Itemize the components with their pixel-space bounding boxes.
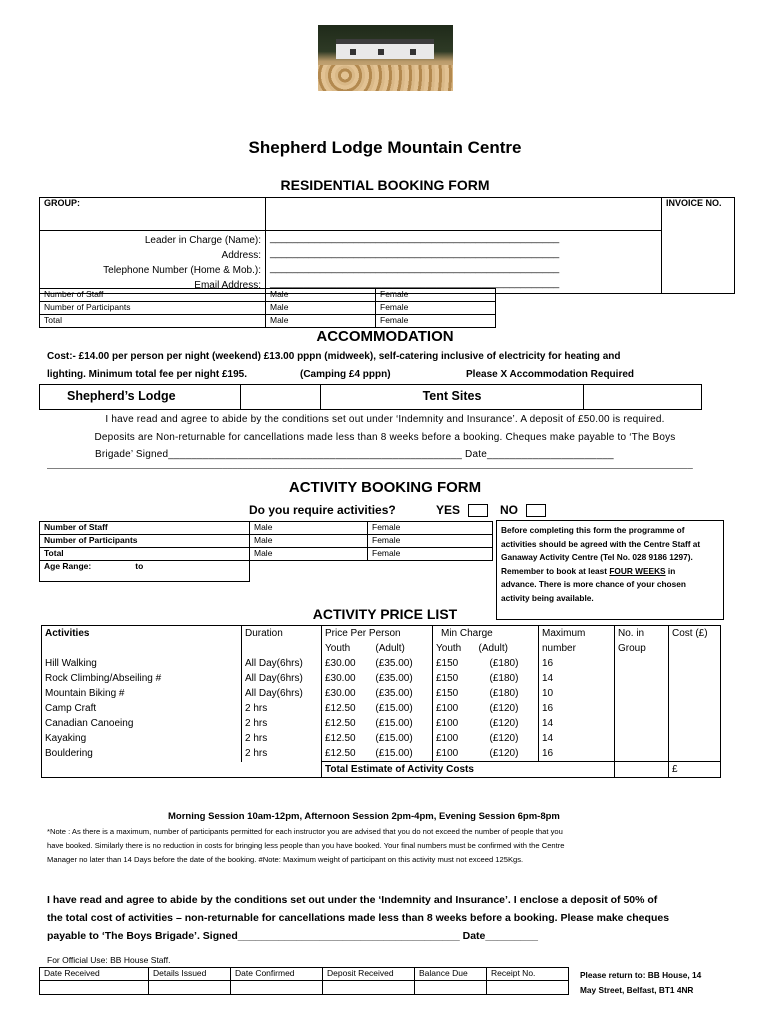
yes-label: YES <box>436 503 461 517</box>
no-label: NO <box>500 503 518 517</box>
option-tent-sites[interactable]: Tent Sites <box>321 385 584 410</box>
col-min: Min Charge <box>433 626 539 642</box>
price-table: Activities Duration Price Per Person Min Charge Maximum No. in Cost (£) Youth (Adult) Youth (Adult) number Group Hill Walking All Day(6hrs) £30.00 (£35.00) £150 (£180) 16 Rock Climbing/Abseiling # All Day(6hrs) £30.00 (£35.00) £150 (£180) 14 Mountain Biking # All Day(6hrs) £30.00 (£35.00) £150 (£180) 10 Camp Craft 2 hrs £12.50 (£15.00) £100 (£120) 16 Canadian Canoeing 2 hrs £12.50 (£15.00) £100 (£120) 14 Kayaking 2 hrs £12.50 (£15.00) £100 (£120) 14 Bouldering 2 hrs £12.50 (£15.00) £100 (£120) 16 Total Estimate of Activity Costs £ <box>41 625 721 778</box>
option-shepherds-lodge[interactable]: Shepherd’s Lodge <box>40 385 241 410</box>
address-field[interactable]: ____________________________________________________ <box>270 248 560 259</box>
total-estimate-label: Total Estimate of Activity Costs <box>322 762 615 778</box>
invoice-label: INVOICE NO. <box>662 198 735 294</box>
option-lodge-box[interactable] <box>241 385 321 410</box>
activity-counts: Number of Staff Male Female Number of Participants Male Female Total Male Female Age Range: to <box>39 521 493 582</box>
col-cost: Cost (£) <box>669 626 721 642</box>
col-no: No. in <box>615 626 669 642</box>
col-duration: Duration <box>242 626 322 642</box>
official-use-label: For Official Use: BB House Staff. <box>47 955 171 965</box>
row-staff: Number of Staff <box>40 289 266 302</box>
row-total: Total <box>40 315 266 328</box>
note-block: *Note : As there is a maximum, number of participants permitted for each instructor you are advised that you do not exceed the number of people that you have booked. Similarly there is no reduction in costs for bringing less people than you have booked. Your final numbers must be confirmed with the Centre Manager no later than 14 Days before the date of the booking. #Note: Maximum weight of participant on this activity must not exceed 125Kgs. <box>47 827 565 864</box>
residential-heading: RESIDENTIAL BOOKING FORM <box>280 177 490 193</box>
col-price: Price Per Person <box>322 626 433 642</box>
cost-line-1: Cost:- £14.00 per person per night (weekend) £13.00 pppn (midweek), self-catering inclusive of electricity for heating and <box>47 351 621 362</box>
email-label: Email Address: <box>194 280 261 291</box>
phone-field[interactable]: ____________________________________________________ <box>270 263 560 274</box>
agree-line-2: Deposits are Non-returnable for cancellations made less than 8 weeks before a booking. Cheques make payable to ‘The Boys <box>94 432 676 443</box>
yes-checkbox[interactable] <box>468 504 488 517</box>
col-max: Maximum <box>539 626 615 642</box>
activity-note-box: Before completing this form the programme of activities should be agreed with the Centre Staff at Ganaway Activity Centre (Tel No. 028 9186 1297). Remember to book at least FOUR WEEKS in advance. There is more chance of your chosen activity being available. <box>496 520 724 620</box>
table-row: Bouldering 2 hrs £12.50 (£15.00) £100 (£120) 16 <box>42 746 721 762</box>
table-row: Canadian Canoeing 2 hrs £12.50 (£15.00) £100 (£120) 14 <box>42 716 721 731</box>
cost-line-2: lighting. Minimum total fee per night £195. <box>47 369 248 380</box>
option-tent-box[interactable] <box>584 385 702 410</box>
official-table: Date Received Details Issued Date Confirmed Deposit Received Balance Due Receipt No. <box>39 967 569 995</box>
residential-counts: Number of Staff Male Female Number of Participants Male Female Total Male Female <box>39 288 496 328</box>
divider: _________________________________________________________________________________________________________________________________ <box>47 459 693 469</box>
table-row: Mountain Biking # All Day(6hrs) £30.00 (£35.00) £150 (£180) 10 <box>42 686 721 701</box>
table-row: Hill Walking All Day(6hrs) £30.00 (£35.00) £150 (£180) 16 <box>42 656 721 671</box>
price-list-heading: ACTIVITY PRICE LIST <box>312 606 458 622</box>
accommodation-heading: ACCOMMODATION <box>316 328 454 345</box>
address-label: Address: <box>221 250 261 261</box>
total-estimate-value[interactable]: £ <box>669 762 721 778</box>
return-address: Please return to: BB House, 14 May Street, Belfast, BT1 4NR <box>580 970 702 995</box>
leader-field[interactable]: ____________________________________________________ <box>270 233 560 244</box>
table-row: Rock Climbing/Abseiling # All Day(6hrs) £30.00 (£35.00) £150 (£180) 14 <box>42 671 721 686</box>
camping-price: (Camping £4 pppn) <box>300 369 391 380</box>
activity-question: Do you require activities? <box>249 503 396 517</box>
email-field[interactable]: ____________________________________________________ <box>270 278 560 289</box>
final-agreement: I have read and agree to abide by the conditions set out under the ‘Indemnity and Insurance’. I enclose a deposit of 50% of the total cost of activities – non-returnable for cancellations made less than 8 weeks before a booking. Please make cheques payable to ‘The Boys Brigade’. Signed______________________________________ Date_________ <box>47 894 670 942</box>
accommodation-options <box>39 384 702 410</box>
col-activities: Activities <box>45 628 90 639</box>
residential-table <box>39 197 735 294</box>
row-participants: Number of Participants <box>40 302 266 315</box>
activity-heading: ACTIVITY BOOKING FORM <box>288 479 482 496</box>
page-title: Shepherd Lodge Mountain Centre <box>248 138 522 157</box>
table-row: Camp Craft 2 hrs £12.50 (£15.00) £100 (£120) 16 <box>42 701 721 716</box>
group-label: GROUP: <box>40 198 266 231</box>
sessions: Morning Session 10am-12pm, Afternoon Session 2pm-4pm, Evening Session 6pm-8pm <box>168 811 560 822</box>
agree-line-3: Brigade’ Signed___________________________________________________ Date______________________ <box>95 449 614 460</box>
phone-label: Telephone Number (Home & Mob.): <box>103 265 261 276</box>
lodge-photo <box>318 25 453 91</box>
leader-label: Leader in Charge (Name): <box>144 235 261 246</box>
age-range: Age Range: to <box>40 561 250 582</box>
group-field[interactable] <box>266 198 662 231</box>
no-checkbox[interactable] <box>526 504 546 517</box>
agree-line-1: I have read and agree to abide by the conditions set out under ‘Indemnity and Insurance’. A deposit of £50.00 is required. <box>105 414 665 425</box>
please-x: Please X Accommodation Required <box>466 369 635 380</box>
table-row: Kayaking 2 hrs £12.50 (£15.00) £100 (£120) 14 <box>42 731 721 746</box>
